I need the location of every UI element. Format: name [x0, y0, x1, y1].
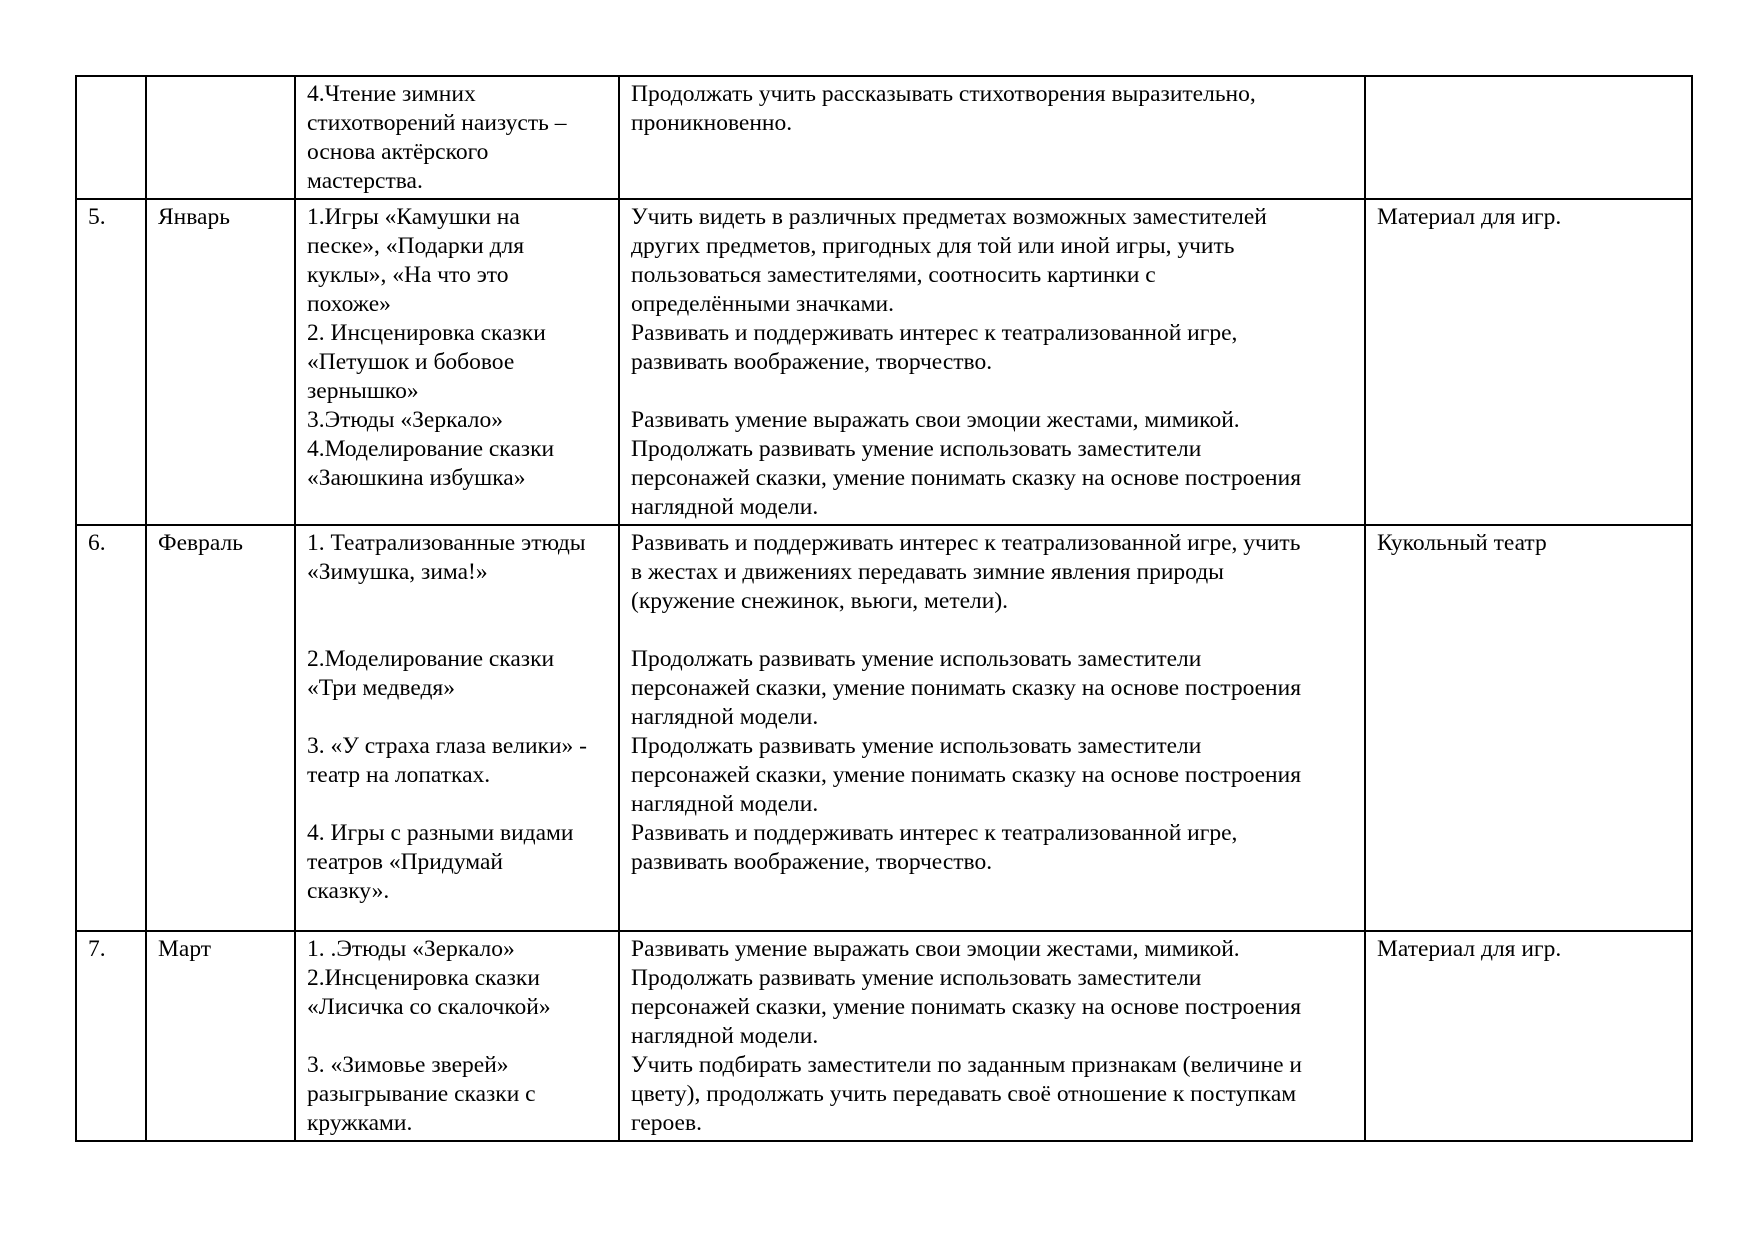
month-cell: Январь: [146, 199, 295, 525]
activities-cell: 4.Чтение зимних стихотворений наизусть – основа актёрского мастерства.: [295, 76, 619, 199]
month-cell: [146, 76, 295, 199]
activities-cell: 1.Игры «Камушки на песке», «Подарки для куклы», «На что это похоже» 2. Инсценировка сказки «Петушок и бобовое зернышко» 3.Этюды «Зеркало» 4.Моделирование сказки «Заюшкина избушка»: [295, 199, 619, 525]
row-number-cell: 5.: [76, 199, 146, 525]
goals-cell: Развивать и поддерживать интерес к театрализованной игре, учить в жестах и движениях передавать зимние явления природы (кружение снежинок, вьюги, метели). Продолжать развивать умение использовать заместители персонажей сказки, умение понимать сказку на основе построения наглядной модели. Продолжать развивать умение использовать заместители персонажей сказки, умение понимать сказку на основе построения наглядной модели. Развивать и поддерживать интерес к театрализованной игре, развивать воображение, творчество.: [619, 525, 1365, 931]
row-number-cell: 7.: [76, 931, 146, 1141]
row-number-cell: [76, 76, 146, 199]
month-cell: Март: [146, 931, 295, 1141]
table-row: [76, 525, 1692, 931]
goals-cell: Продолжать учить рассказывать стихотворения выразительно, проникновенно.: [619, 76, 1365, 199]
goals-cell: Учить видеть в различных предметах возможных заместителей других предметов, пригодных для той или иной игры, учить пользоваться заместителями, соотносить картинки с определёнными значками. Развивать и поддерживать интерес к театрализованной игре, развивать воображение, творчество. Развивать умение выражать свои эмоции жестами, мимикой. Продолжать развивать умение использовать заместители персонажей сказки, умение понимать сказку на основе построения наглядной модели.: [619, 199, 1365, 525]
activities-cell: 1. Театрализованные этюды «Зимушка, зима!» 2.Моделирование сказки «Три медведя» 3. «У страха глаза велики» - театр на лопатках. 4. Игры с разными видами театров «Придумай сказку».: [295, 525, 619, 931]
activities-cell: 1. .Этюды «Зеркало» 2.Инсценировка сказки «Лисичка со скалочкой» 3. «Зимовье зверей» разыгрывание сказки с кружками.: [295, 931, 619, 1141]
materials-cell: Материал для игр.: [1365, 931, 1692, 1141]
activity-plan-table: [75, 75, 1693, 1142]
row-number-cell: 6.: [76, 525, 146, 931]
materials-cell: [1365, 76, 1692, 199]
materials-cell: Кукольный театр: [1365, 525, 1692, 931]
table-row: [76, 199, 1692, 525]
month-cell: Февраль: [146, 525, 295, 931]
table-row: [76, 76, 1692, 199]
table-row: [76, 931, 1692, 1141]
materials-cell: Материал для игр.: [1365, 199, 1692, 525]
goals-cell: Развивать умение выражать свои эмоции жестами, мимикой. Продолжать развивать умение использовать заместители персонажей сказки, умение понимать сказку на основе построения наглядной модели. Учить подбирать заместители по заданным признакам (величине и цвету), продолжать учить передавать своё отношение к поступкам героев.: [619, 931, 1365, 1141]
